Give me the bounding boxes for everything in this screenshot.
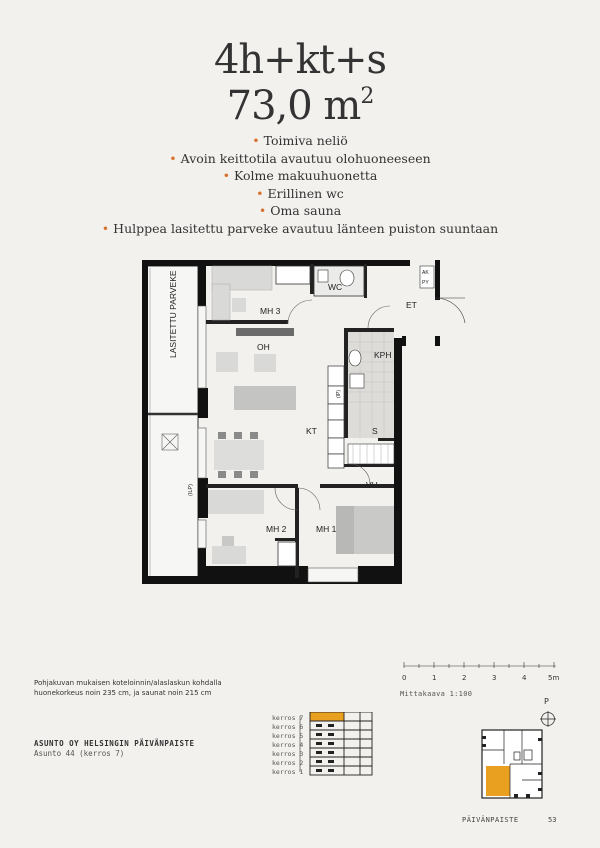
label-ilp: (ILP) — [188, 484, 194, 496]
scale-tick-label: 3 — [492, 674, 497, 682]
floor-label: kerros 5 — [272, 732, 304, 740]
bullet-icon: • — [252, 133, 260, 148]
label-ak: AK — [422, 270, 429, 276]
company-name: ASUNTO OY HELSINGIN PÄIVÄNPAISTE — [34, 739, 195, 748]
north-label: P — [544, 697, 549, 706]
area-value: 73,0 m — [226, 83, 361, 129]
floor-label: kerros 1 — [272, 768, 304, 776]
label-kph: KPH — [374, 350, 392, 360]
label-kt: KT — [306, 426, 317, 436]
label-s: S — [372, 426, 378, 436]
bullet-icon: • — [222, 168, 231, 184]
ceiling-height-note: Pohjakuvan mukaisen koteloinnin/alaslaskun kohdalla huonekorkeus noin 235 cm, ja saunat noin 215 cm — [34, 679, 222, 697]
floor-label: kerros 3 — [272, 750, 304, 758]
feature-list — [0, 132, 600, 238]
building-section-diagram — [270, 712, 382, 776]
label-ip: (IP) — [336, 389, 342, 398]
floor-plan — [140, 258, 470, 588]
label-mh1: MH 1 — [316, 524, 337, 534]
bullet-icon: • — [169, 150, 177, 166]
label-py: PY — [422, 280, 429, 286]
scale-bar — [398, 658, 568, 708]
label-oh: OH — [257, 342, 270, 352]
feature-item: • Toimiva neliö — [252, 133, 348, 148]
label-balcony: LASITETTU PARVEKE — [168, 270, 178, 358]
label-et: ET — [406, 300, 417, 310]
feature-item: • Hulppea lasitettu parveke avautuu länteen puiston suuntaan — [101, 220, 499, 236]
bullet-icon: • — [258, 203, 267, 219]
apartment-type-title: 4h+kt+s — [213, 37, 387, 83]
scale-tick-label: 2 — [462, 674, 467, 682]
bullet-icon: • — [256, 185, 264, 201]
floor-label: kerros 7 — [272, 714, 304, 722]
label-mh3: MH 3 — [260, 306, 281, 316]
page-number: 53 — [548, 816, 557, 824]
feature-item: • Kolme makuuhuonetta — [222, 168, 378, 184]
scale-tick-label: 5m — [548, 674, 560, 682]
footer-brand: PÄIVÄNPAISTE — [462, 816, 519, 824]
feature-item: • Erillinen wc — [256, 185, 344, 201]
floor-label: kerros 2 — [272, 759, 304, 767]
label-mh2: MH 2 — [266, 524, 287, 534]
floor-label: kerros 6 — [272, 723, 304, 731]
scale-tick-label: 0 — [402, 674, 407, 682]
feature-item: • Avoin keittotila avautuu olohuoneeseen — [169, 150, 431, 166]
floor-label: kerros 4 — [272, 741, 304, 749]
scale-caption: Mittakaava 1:100 — [400, 690, 473, 698]
label-vh: VH — [366, 480, 378, 490]
scale-tick-label: 1 — [432, 674, 437, 682]
apartment-area-title — [0, 83, 600, 129]
feature-item: • Oma sauna — [258, 203, 342, 219]
label-wc: WC — [328, 282, 343, 292]
bullet-icon: • — [101, 220, 110, 236]
building-key-plan — [478, 728, 544, 800]
scale-tick-label: 4 — [522, 674, 527, 682]
apartment-number: Asunto 44 (kerros 7) — [34, 749, 125, 758]
area-unit-superscript: 2 — [360, 84, 374, 109]
